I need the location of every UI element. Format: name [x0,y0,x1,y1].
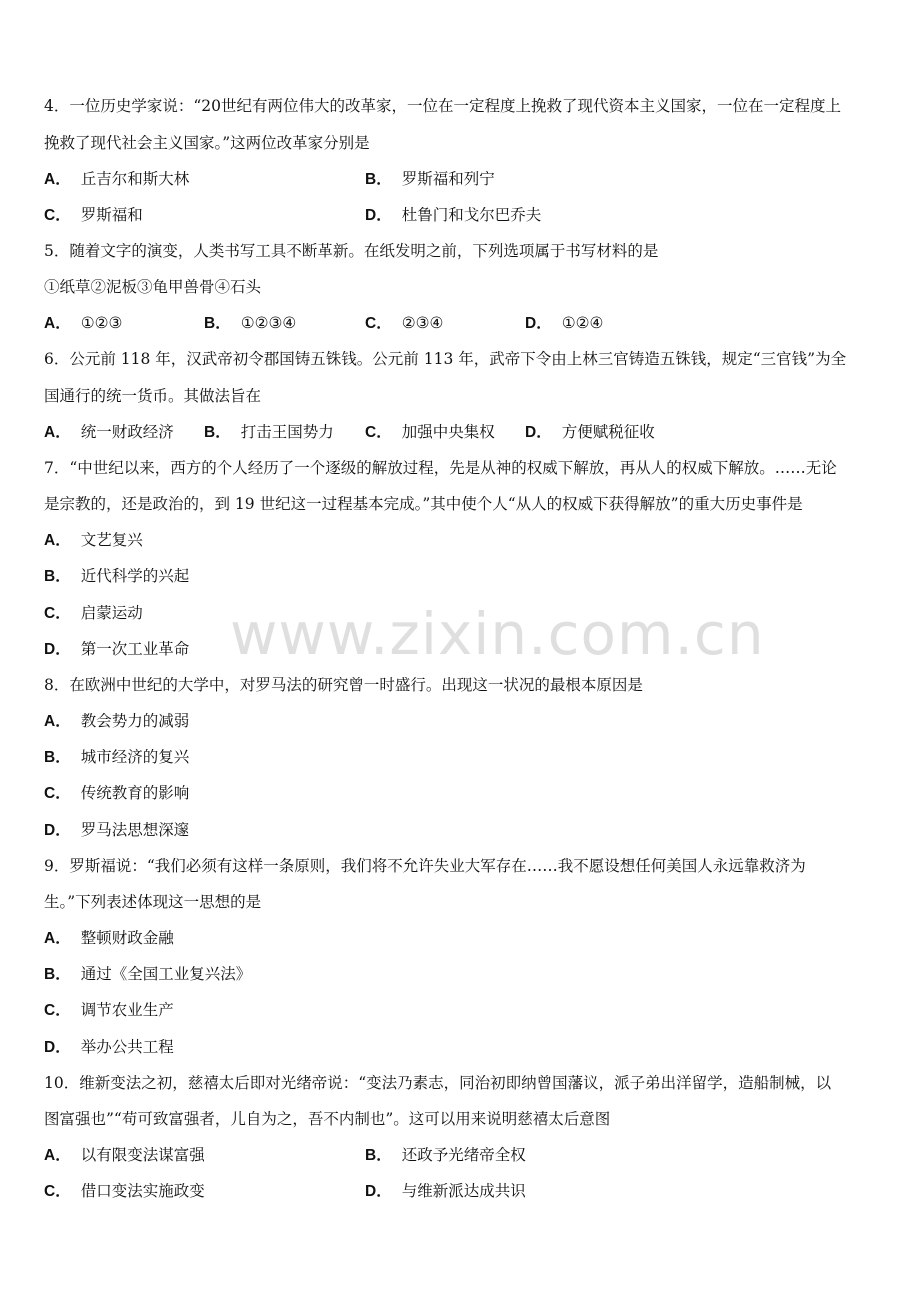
option-text: 启蒙运动 [80,604,143,622]
option-text: 与维新派达成共识 [401,1182,526,1200]
q4-option-d[interactable] [365,205,541,226]
q5-option-c[interactable] [365,313,443,334]
option-text: 传统教育的影响 [80,784,190,802]
q6-option-d[interactable] [525,422,655,443]
option-text: 通过《全国工业复兴法》 [80,965,252,983]
option-label: C． [44,785,71,802]
q10-option-c[interactable] [44,1181,205,1202]
q4-stem-line2: 挽救了现代社会主义国家。”这两位改革家分别是 [44,134,370,152]
q7-stem-line1: 7．“中世纪以来，西方的个人经历了一个逐级的解放过程，先是从神的权威下解放，再从人的权威下解放。……无论 [44,459,837,477]
watermark: www.zixin.com.cn [230,600,765,668]
option-label: C． [44,207,71,224]
q6-option-b[interactable] [204,422,334,443]
q9-option-b[interactable] [44,964,251,985]
option-text: 以有限变法谋富强 [80,1146,205,1164]
option-label: C． [44,1002,71,1019]
q4-option-b[interactable] [365,169,495,190]
option-label: B． [204,424,231,441]
option-text: 调节农业生产 [80,1001,174,1019]
q7-option-a[interactable] [44,530,143,551]
option-label: A． [44,1147,71,1164]
q10-option-a[interactable] [44,1145,205,1166]
option-text: 罗斯福和 [80,206,143,224]
option-label: C． [365,424,392,441]
q6-option-c[interactable] [365,422,495,443]
option-label: B． [204,315,231,332]
option-text: 举办公共工程 [80,1038,174,1056]
option-label: D． [525,424,552,441]
option-label: B． [44,568,71,585]
option-label: D． [525,315,552,332]
q9-option-a[interactable] [44,928,174,949]
q7-option-b[interactable] [44,566,189,587]
q4-option-c[interactable] [44,205,143,226]
q10-option-b[interactable] [365,1145,526,1166]
option-text: ①②③④ [240,314,297,332]
option-text: 丘吉尔和斯大林 [80,170,190,188]
option-label: A． [44,424,71,441]
q9-stem-line1: 9．罗斯福说：“我们必须有这样一条原则，我们将不允许失业大军存在……我不愿设想任何美国人永远靠救济为 [44,857,806,875]
q10-option-d[interactable] [365,1181,526,1202]
q5-stem-line2: ①纸草②泥板③龟甲兽骨④石头 [44,278,262,296]
q10-stem-line2: 图富强也”“苟可致富强者，儿自为之，吾不内制也”。这可以用来说明慈禧太后意图 [44,1110,611,1128]
q8-option-d[interactable] [44,820,189,841]
q8-stem-line1: 8．在欧洲中世纪的大学中，对罗马法的研究曾一时盛行。出现这一状况的最根本原因是 [44,676,643,694]
option-label: B． [365,1147,392,1164]
option-label: D． [44,822,71,839]
option-label: C． [44,605,71,622]
option-text: 加强中央集权 [401,423,495,441]
q8-option-c[interactable] [44,783,189,804]
option-label: D． [365,1183,392,1200]
option-text: 打击王国势力 [240,423,334,441]
q7-stem-line2: 是宗教的，还是政治的，到 19 世纪这一过程基本完成。”其中使个人“从人的权威下获得解放”的重大历史事件是 [44,495,803,513]
option-label: D． [365,207,392,224]
option-text: 还政予光绪帝全权 [401,1146,526,1164]
option-text: 罗斯福和列宁 [401,170,495,188]
option-text: 近代科学的兴起 [80,567,190,585]
option-text: 第一次工业革命 [80,640,190,658]
q6-stem-line1: 6．公元前 118 年，汉武帝初令郡国铸五铢钱。公元前 113 年，武帝下令由上林三官铸造五铢钱，规定“三官钱”为全 [44,350,847,368]
q9-stem-line2: 生。”下列表述体现这一思想的是 [44,893,262,911]
q5-option-a[interactable] [44,313,122,334]
q10-stem-line1: 10．维新变法之初，慈禧太后即对光绪帝说：“变法乃素志，同治初即纳曾国藩议，派子弟出洋留学，造船制械，以 [44,1074,832,1092]
option-label: A． [44,930,71,947]
option-text: 统一财政经济 [80,423,174,441]
q5-option-d[interactable] [525,313,603,334]
option-label: D． [44,1039,71,1056]
q5-option-b[interactable] [204,313,296,334]
q7-option-c[interactable] [44,603,143,624]
option-text: 教会势力的减弱 [80,712,190,730]
option-text: ①②③ [80,314,123,332]
q4-option-a[interactable] [44,169,189,190]
option-label: A． [44,315,71,332]
option-text: 借口变法实施政变 [80,1182,205,1200]
option-label: A． [44,713,71,730]
option-label: A． [44,171,71,188]
option-text: 罗马法思想深邃 [80,821,190,839]
option-text: 城市经济的复兴 [80,748,190,766]
option-text: 方便赋税征收 [561,423,655,441]
option-label: A． [44,532,71,549]
q6-stem-line2: 国通行的统一货币。其做法旨在 [44,387,262,405]
option-text: 杜鲁门和戈尔巴乔夫 [401,206,542,224]
option-text: ②③④ [401,314,444,332]
option-label: D． [44,641,71,658]
q9-option-d[interactable] [44,1037,174,1058]
option-label: C． [44,1183,71,1200]
option-text: 文艺复兴 [80,531,143,549]
option-text: 整顿财政金融 [80,929,174,947]
q6-option-a[interactable] [44,422,174,443]
q7-option-d[interactable] [44,639,189,660]
q9-option-c[interactable] [44,1000,174,1021]
q8-option-a[interactable] [44,711,189,732]
option-label: C． [365,315,392,332]
q8-option-b[interactable] [44,747,189,768]
option-label: B． [365,171,392,188]
option-text: ①②④ [561,314,604,332]
option-label: B． [44,966,71,983]
q4-stem-line1: 4．一位历史学家说：“20世纪有两位伟大的改革家，一位在一定程度上挽救了现代资本主义国家，一位在一定程度上 [44,97,842,115]
q5-stem-line1: 5．随着文字的演变，人类书写工具不断革新。在纸发明之前，下列选项属于书写材料的是 [44,242,659,260]
option-label: B． [44,749,71,766]
